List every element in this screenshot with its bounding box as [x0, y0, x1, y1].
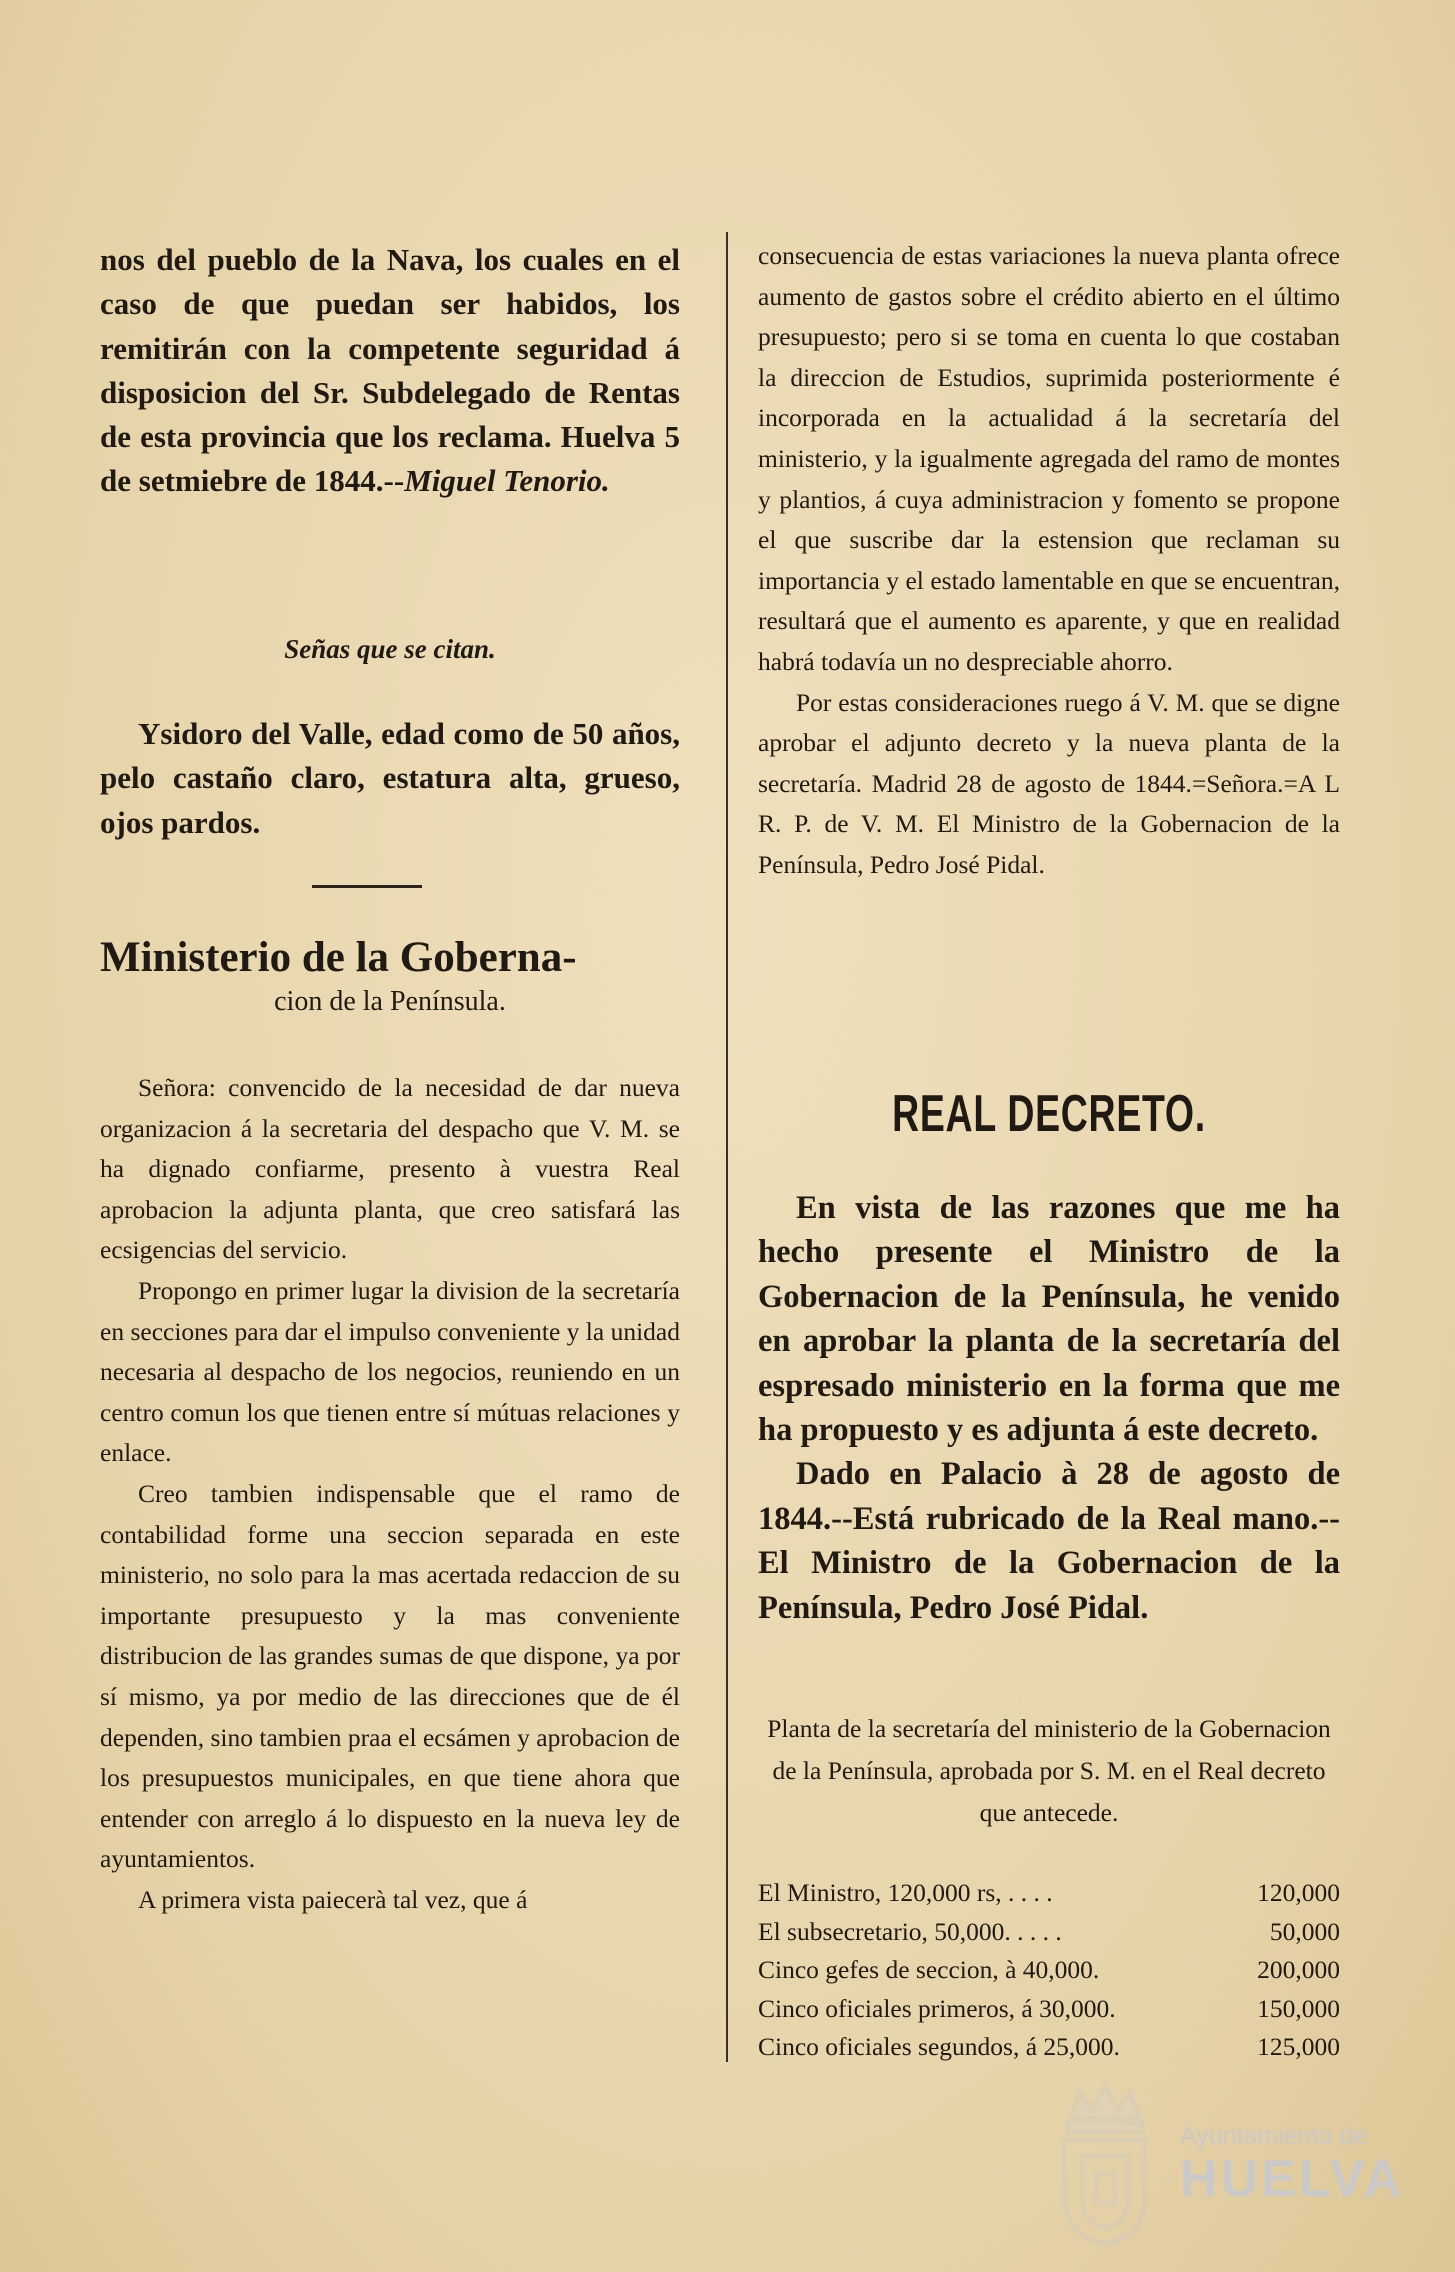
budget-item: El subsecretario, 50,000. . . . .: [758, 1916, 1062, 1946]
budget-item: Cinco oficiales segundos, á 25,000.: [758, 2032, 1120, 2062]
planta-caption: Planta de la secretaría del ministerio de la Gobernacion de la Península, aprobada por S. M. en el Real decreto que antecede.: [767, 1714, 1331, 1827]
signature: Miguel Tenorio.: [404, 463, 610, 499]
ministry-heading: [100, 932, 680, 1020]
right-body: [758, 236, 1340, 886]
body-paragraph: Señora: convencido de la necesidad de dar nueva organizacion á la secretaria del despacho que V. M. se ha dignado confiarme, presento à vuestra Real aprobacion la adjunta planta, que creo satisfará las ecsigencias del servicio.: [100, 1073, 680, 1265]
budget-item: El Ministro, 120,000 rs, . . . .: [758, 1878, 1053, 1908]
left-body: [100, 1068, 680, 1920]
watermark-line2: HUELVA: [1180, 2150, 1405, 2208]
budget-item: Cinco oficiales primeros, á 30,000.: [758, 1993, 1116, 2023]
decree-body: [758, 1186, 1340, 1630]
huelva-watermark: [1180, 2122, 1404, 2207]
huelva-coat-of-arms-icon: [1050, 2078, 1160, 2248]
table-row: [758, 1951, 1340, 1990]
budget-amount: 120,000: [1257, 1878, 1340, 1908]
body-paragraph: consecuencia de estas variaciones la nueva planta ofrece aumento de gastos sobre el crédito abierto en el último presupuesto; pero si se toma en cuenta lo que costaban la direccion de Estudios, suprimida posteriormente é incorporada en la actualidad á la secretaría del ministerio, y la igualmente agregada del ramo de montes y plantios, á cuya administracion y fomento se propone el que suscribe dar la estension que reclaman su importancia y el estado lamentable en que se encuentran, resultará que el aumento es aparente, y que en realidad habrá todavía un no despreciable ahorro.: [758, 241, 1340, 676]
senas-heading: Señas que se citan.: [284, 634, 496, 664]
ministry-subtitle: cion de la Península.: [274, 986, 506, 1017]
budget-table: [758, 1874, 1340, 2067]
budget-amount: 200,000: [1257, 1955, 1340, 1985]
decree-title: REAL DECRETO.: [892, 1085, 1206, 1143]
decree-paragraph: En vista de las razones que me ha hecho presente el Ministro de la Gobernacion de la Península, he venido en aprobar la planta de la secretaría del espresado ministerio en la forma que me ha propuesto y es adjunta á este decreto.: [758, 1190, 1340, 1449]
budget-item: Cinco gefes de seccion, à 40,000.: [758, 1955, 1100, 1985]
decree-paragraph: Dado en Palacio à 28 de agosto de 1844.--Está rubricado de la Real mano.--El Ministro de la Gobernacion de la Península, Pedro José Pidal.: [758, 1456, 1340, 1626]
body-paragraph: A primera vista paiecerà tal vez, que á: [138, 1884, 528, 1914]
senas-paragraph: Ysidoro del Valle, edad como de 50 años, pelo castaño claro, estatura alta, grueso, ojos pardos.: [100, 716, 680, 840]
table-row: [758, 1990, 1340, 2029]
budget-amount: 125,000: [1257, 2032, 1340, 2062]
table-row: [758, 1913, 1340, 1952]
table-row: [758, 2028, 1340, 2067]
table-row: [758, 1874, 1340, 1913]
column-divider: [726, 232, 728, 2062]
body-paragraph: Propongo en primer lugar la division de la secretaría en secciones para dar el impulso conveniente y la unidad necesaria al despacho de los negocios, reuniendo en un centro comun los que tienen entre sí mútuas relaciones y enlace.: [100, 1275, 680, 1468]
intro-text: nos del pueblo de la Nava, los cuales en el caso de que puedan ser habidos, los remitirán con la competente seguridad á disposicion del Sr. Subdelegado de Rentas de esta provincia que los reclama. Huelva 5 de setmiebre de 1844.--: [100, 242, 680, 499]
section-rule: [312, 885, 422, 888]
body-paragraph: Creo tambien indispensable que el ramo de contabilidad forme una seccion separada en este ministerio, no solo para la mas acertada redaccion de su importante presupuesto y la mas conveniente distribucion de las grandes sumas de que dispone, ya por sí mismo, ya por medio de las direcciones que de él dependen, sino tambien praa el ecsámen y aprobacion de los presupuestos municipales, en que tiene ahora que entender con arreglo á lo dispuesto en la nueva ley de ayuntamientos.: [100, 1478, 680, 1874]
body-paragraph: Por estas consideraciones ruego á V. M. que se digne aprobar el adjunto decreto y la nueva planta de la secretaría. Madrid 28 de agosto de 1844.=Señora.=A L R. P. de V. M. El Ministro de la Gobernacion de la Península, Pedro José Pidal.: [758, 687, 1340, 879]
intro-paragraph: [100, 238, 680, 504]
budget-amount: 50,000: [1269, 1916, 1340, 1946]
budget-amount: 150,000: [1257, 1993, 1340, 2023]
watermark-line1: Ayuntamiento de: [1180, 2122, 1368, 2150]
ministry-title: Ministerio de la Goberna-: [100, 934, 577, 981]
